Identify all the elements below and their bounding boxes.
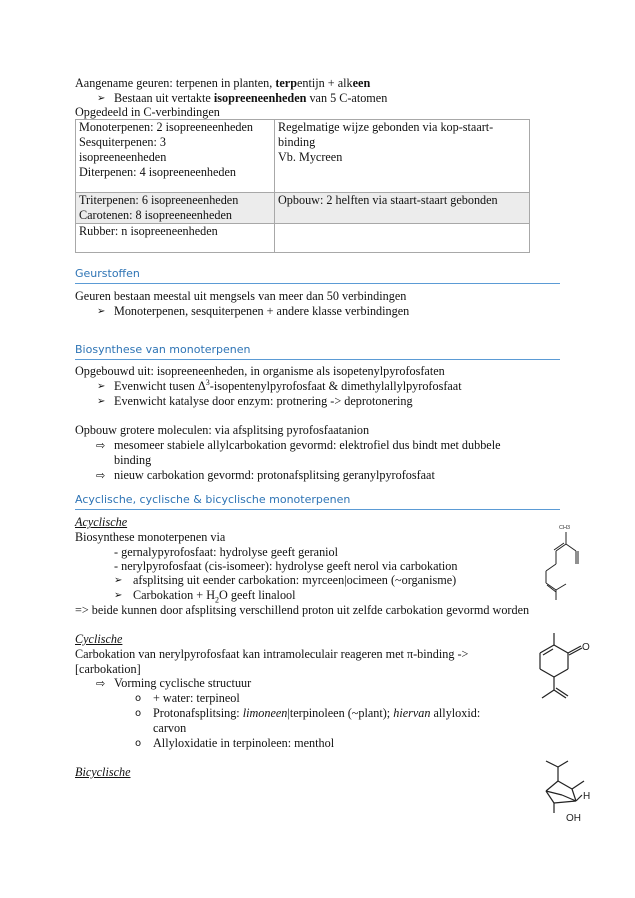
heading-monoterpenen: Acyclische, cyclische & bicyclische monoterpenen <box>75 493 560 510</box>
cyc-item-2 <box>153 706 480 721</box>
table-cell <box>76 120 275 193</box>
bio-arrow-1: mesomeer stabiele allylcarbokation gevormd: elektrofiel dus bindt met dubbele <box>114 438 501 452</box>
bio-bullet-text-2: -isopentenylpyrofosfaat & dimethylallylpyrofosfaat <box>209 379 462 393</box>
table-row <box>76 120 530 193</box>
intro-bold-een: een <box>352 76 371 90</box>
subheading-acyclische: Acyclische <box>75 515 128 529</box>
myrcene-structure-image <box>528 520 588 602</box>
cell-line: Vb. Mycreen <box>278 150 343 164</box>
bio-arrow-2: nieuw carbokation gevormd: protonafsplitsing geranylpyrofosfaat <box>114 468 435 482</box>
cell-line: Monoterpenen: 2 isopreeneenheden <box>79 120 253 134</box>
geur-bullet: Monoterpenen, sesquiterpenen + andere klasse verbindingen <box>114 304 410 318</box>
heading-geurstoffen: Geurstoffen <box>75 267 560 284</box>
geur-line: Geuren bestaan meestal uit mengsels van meer dan 50 verbindingen <box>75 289 407 303</box>
heading-biosynthese: Biosynthese van monoterpenen <box>75 343 560 360</box>
bio-arrow-1-cont: binding <box>114 453 152 467</box>
subheading-cyclische: Cyclische <box>75 632 123 646</box>
bio-line-2: Opbouw grotere moleculen: via afsplitsing pyrofosfaatanion <box>75 423 370 437</box>
intro-bold-terp: terp <box>275 76 297 90</box>
cell-line: binding <box>278 135 316 149</box>
bio-bullet-text: Evenwicht tusen Δ <box>114 379 206 393</box>
table-cell <box>76 193 275 224</box>
cyc-italic: hiervan <box>393 706 431 720</box>
carvone-structure-image <box>532 630 594 710</box>
cyc-text: Protonafsplitsing: <box>153 706 243 720</box>
cyc-line-2: [carbokation] <box>75 662 141 676</box>
circle-bullet-icon: o <box>135 738 142 749</box>
subheading-bicyclische: Bicyclische <box>75 765 131 779</box>
borneol-structure-image <box>532 757 602 827</box>
bullet-arrow-icon: ➢ <box>114 590 123 601</box>
table-row <box>76 193 530 224</box>
bio-line: Opgebouwd uit: isopreeneenheden, in organisme als isopetenylpyrofosfaten <box>75 364 445 378</box>
table-cell <box>275 120 530 193</box>
table-cell <box>76 224 275 253</box>
acy-dash-1: - gernalypyrofosfaat: hydrolyse geeft geraniol <box>114 545 339 559</box>
bullet-arrow-icon: ➢ <box>114 575 123 586</box>
cell-line: Sesquiterpenen: 3 <box>79 135 166 149</box>
intro-text: Aangename geuren: terpenen in planten, <box>75 76 276 90</box>
acy-line: Biosynthese monoterpenen via <box>75 530 226 544</box>
acy-bullet-2 <box>133 588 296 603</box>
cell-line: Rubber: n isopreeneenheden <box>79 224 218 238</box>
acy-dash-2: - nerylpyrofosfaat (cis-isomeer): hydrolyse geeft nerol via carbokation <box>114 559 458 573</box>
bullet-arrow-icon: ➢ <box>97 306 106 317</box>
table-cell <box>275 193 530 224</box>
bio-bullet-1 <box>114 379 462 394</box>
table-row <box>76 224 530 253</box>
cyc-line: Carbokation van nerylpyrofosfaat kan intramoleculair reageren met π-binding -> <box>75 647 469 661</box>
cell-line: Diterpenen: 4 isopreeneenheden <box>79 165 237 179</box>
hydroxyl-label: OH <box>566 813 581 824</box>
intro-bullet <box>114 91 387 106</box>
intro-line <box>75 76 370 91</box>
intro-text-2: entijn + alk <box>297 76 353 90</box>
circle-bullet-icon: o <box>135 693 142 704</box>
cyc-italic: limoneen <box>242 706 288 720</box>
intro-bullet-text-2: van 5 C-atomen <box>306 91 388 105</box>
superscript: 3 <box>205 377 210 387</box>
methyl-label: CH3 <box>559 525 571 531</box>
carbonyl-label: O <box>582 642 590 653</box>
bullet-arrow-icon: ➢ <box>97 381 106 392</box>
double-arrow-icon: ⇨ <box>96 439 106 452</box>
cyc-item-1: + water: terpineol <box>153 691 240 705</box>
double-arrow-icon: ⇨ <box>96 677 106 690</box>
intro-bullet-text: Bestaan uit vertakte <box>114 91 214 105</box>
cell-line: isopreeneenheden <box>79 150 167 164</box>
acy-bullet-text: Carbokation + H <box>133 588 216 602</box>
cyc-text: |terpinoleen (~plant); <box>287 706 394 720</box>
hydrogen-label: H <box>583 791 591 802</box>
acy-conclusion: => beide kunnen door afsplitsing verschillend proton uit zelfde carbokation gevormd worden <box>75 603 530 617</box>
cell-line: Opbouw: 2 helften via staart-staart gebonden <box>278 193 498 207</box>
circle-bullet-icon: o <box>135 708 142 719</box>
bullet-arrow-icon: ➢ <box>97 93 106 104</box>
double-arrow-icon: ⇨ <box>96 469 106 482</box>
bullet-arrow-icon: ➢ <box>97 396 106 407</box>
intro-bullet-bold: isopreeneenheden <box>213 91 307 105</box>
bio-bullet-2: Evenwicht katalyse door enzym: protnering -> deprotonering <box>114 394 413 408</box>
table-cell <box>275 224 530 253</box>
subscript: 2 <box>215 595 220 605</box>
cyc-text: allyloxid: <box>430 706 481 720</box>
acy-bullet-1: afsplitsing uit eender carbokation: myrceen|ocimeen (~organisme) <box>133 573 457 587</box>
cyc-arrow: Vorming cyclische structuur <box>114 676 252 690</box>
cell-line: Triterpenen: 6 isopreeneenheden <box>79 193 239 207</box>
cyc-item-2-cont: carvon <box>153 721 187 735</box>
terpene-table <box>75 119 530 253</box>
acy-bullet-text-2: O geeft linalool <box>219 588 296 602</box>
cyc-item-3: Allyloxidatie in terpinoleen: menthol <box>153 736 335 750</box>
cell-line: Regelmatige wijze gebonden via kop-staart- <box>278 120 494 134</box>
intro-line-3: Opgedeeld in C-verbindingen <box>75 105 220 119</box>
cell-line: Carotenen: 8 isopreeneenheden <box>79 208 232 222</box>
